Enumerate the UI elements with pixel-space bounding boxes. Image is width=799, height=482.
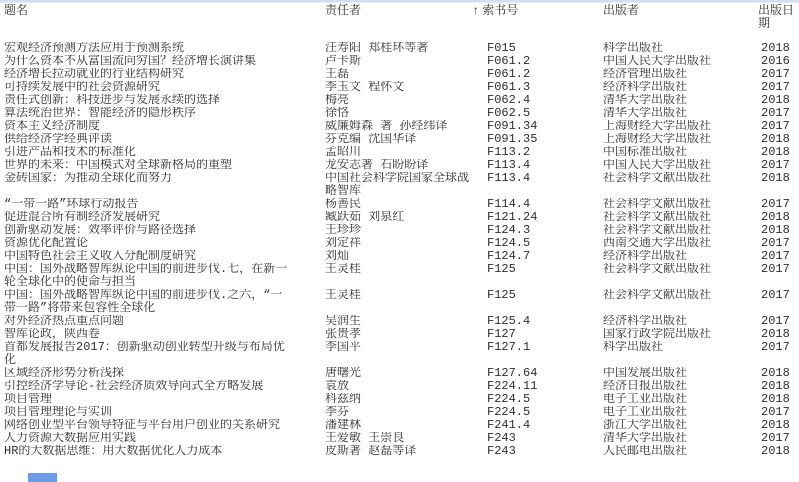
- cell-callno: F124.7: [487, 250, 531, 263]
- cell-author: 孟昭川: [325, 146, 362, 159]
- cell-author: 王爱敏 王崇良: [325, 432, 405, 445]
- cell-publisher: 社会科学文献出版社: [603, 198, 712, 211]
- cell-callno: F062.5: [487, 107, 531, 120]
- cell-author: 李玉文 程怀文: [325, 81, 405, 94]
- cell-callno: F241.4: [487, 419, 531, 432]
- cell-author: 皮斯著 赵磊等译: [325, 445, 417, 458]
- table-row[interactable]: [0, 55, 799, 68]
- cell-title[interactable]: 宏观经济预测方法应用于预测系统: [4, 42, 185, 55]
- cell-title[interactable]: 项目管理: [4, 393, 53, 406]
- cell-publisher: 上海财经大学出版社: [603, 133, 712, 146]
- cell-year: 2017: [761, 406, 790, 419]
- cell-author: 威廉姆森 著 孙经纬译: [325, 120, 448, 133]
- cell-author: 芬克编 沈国华译: [325, 133, 417, 146]
- table-row[interactable]: [0, 263, 799, 289]
- cell-title[interactable]: 智库论政，陕西卷: [4, 328, 101, 341]
- cell-year: 2017: [761, 341, 790, 354]
- cell-author: 李芬: [325, 406, 350, 419]
- column-header-callno[interactable]: [470, 3, 603, 42]
- cell-author: 刘定祥: [325, 237, 362, 250]
- cell-publisher: 经济科学出版社: [603, 81, 688, 94]
- cell-year: 2017: [761, 432, 790, 445]
- cell-callno: F113.2: [487, 146, 531, 159]
- cell-callno: F061.2: [487, 68, 531, 81]
- column-header-publisher[interactable]: 出版者: [603, 4, 640, 18]
- cell-title[interactable]: 首都发展报告2017：创新驱动创业转型升级与布局优化: [4, 341, 285, 367]
- cell-callno: F125: [487, 289, 516, 302]
- cell-year: 2017: [761, 198, 790, 211]
- cell-publisher: 上海财经大学出版社: [603, 120, 712, 133]
- cell-callno: F091.34: [487, 120, 538, 133]
- cell-callno: F124.5: [487, 237, 531, 250]
- cell-title[interactable]: 促进混合所有制经济发展研究: [4, 211, 161, 224]
- table-row[interactable]: [0, 393, 799, 406]
- cell-publisher: 经济科学出版社: [603, 250, 688, 263]
- table-row[interactable]: [0, 198, 799, 211]
- table-row[interactable]: [0, 432, 799, 445]
- cell-year: 2017: [761, 289, 790, 302]
- cell-year: 2018: [761, 380, 790, 393]
- cell-callno: F091.35: [487, 133, 538, 146]
- cell-publisher: 经济科学出版社: [603, 315, 688, 328]
- cell-title[interactable]: 对外经济热点重点问题: [4, 315, 125, 328]
- cell-author: 王珍珍: [325, 224, 362, 237]
- cell-callno: F124.3: [487, 224, 531, 237]
- cell-callno: F127.64: [487, 367, 538, 380]
- table-row[interactable]: [0, 107, 799, 120]
- cell-year: 2017: [761, 250, 790, 263]
- cell-year: 2016: [761, 55, 790, 68]
- cell-callno: F127: [487, 328, 516, 341]
- cell-callno: F114.4: [487, 198, 531, 211]
- cell-author: 潘建林: [325, 419, 362, 432]
- cell-title[interactable]: 区域经济形势分析浅探: [4, 367, 125, 380]
- cell-year: 2018: [761, 328, 790, 341]
- cell-publisher: 科学出版社: [603, 341, 664, 354]
- table-row[interactable]: [0, 406, 799, 419]
- cell-publisher: 清华大学出版社: [603, 432, 688, 445]
- cell-title[interactable]: 资本主义经济制度: [4, 120, 101, 133]
- cell-year: 2017: [761, 107, 790, 120]
- cell-publisher: 社会科学文献出版社: [603, 263, 712, 276]
- cell-callno: F243: [487, 445, 516, 458]
- cell-publisher: 社会科学文献出版社: [603, 289, 712, 302]
- cell-title[interactable]: 世界的未来：中国模式对全球新格局的重塑: [4, 159, 233, 172]
- cell-publisher: 浙江大学出版社: [603, 419, 688, 432]
- table-row[interactable]: [0, 328, 799, 341]
- cell-author: 张贵孝: [325, 328, 362, 341]
- cell-title[interactable]: HR的大数据思维：用大数据优化人力成本: [4, 445, 223, 458]
- column-header-title[interactable]: 题名: [4, 4, 29, 18]
- table-row[interactable]: [0, 42, 799, 55]
- cell-callno: F113.4: [487, 172, 531, 185]
- cell-author: 刘灿: [325, 250, 350, 263]
- cell-year: 2018: [761, 211, 790, 224]
- cell-title[interactable]: 中国：国外战略智库纵论中国的前进步伐.七，在新一轮全球化中的使命与担当: [4, 263, 288, 289]
- table-row[interactable]: [0, 315, 799, 328]
- cell-publisher: 科学出版社: [603, 42, 664, 55]
- cell-author: 唐曙光: [325, 367, 362, 380]
- table-row[interactable]: [0, 419, 799, 432]
- cell-callno: F243: [487, 432, 516, 445]
- bottom-left-blue-fragment: [28, 473, 57, 482]
- cell-author: 臧跃茹 刘泉红: [325, 211, 405, 224]
- table-row[interactable]: [0, 68, 799, 81]
- table-row[interactable]: [0, 172, 799, 198]
- cell-author: 中国社会科学院国家全球战略智库: [325, 172, 470, 198]
- cell-year: 2018: [761, 94, 790, 107]
- cell-author: 科兹纳: [325, 393, 362, 406]
- cell-publisher: 人民邮电出版社: [603, 445, 688, 458]
- table-row[interactable]: [0, 380, 799, 393]
- cell-callno: F062.4: [487, 94, 531, 107]
- cell-callno: F121.24: [487, 211, 538, 224]
- cell-title[interactable]: 引控经济学导论-社会经济质效导向式全方略发展: [4, 380, 264, 393]
- cell-publisher: 西南交通大学出版社: [603, 237, 712, 250]
- cell-author: 卢卡斯: [325, 55, 362, 68]
- cell-author: 杨善民: [325, 198, 362, 211]
- cell-author: 梅亮: [325, 94, 350, 107]
- column-header-callno-label: 索书号: [482, 4, 519, 18]
- table-row[interactable]: [0, 289, 799, 315]
- cell-callno: F224.11: [487, 380, 538, 393]
- table-row[interactable]: [0, 120, 799, 133]
- cell-publisher: 中国发展出版社: [603, 367, 688, 380]
- cell-title[interactable]: 供给经济学经典评读: [4, 133, 113, 146]
- cell-author: 徐恪: [325, 107, 350, 120]
- cell-year: 2018: [761, 224, 790, 237]
- cell-publisher: 清华大学出版社: [603, 107, 688, 120]
- cell-callno: F125: [487, 263, 516, 276]
- table-row[interactable]: [0, 146, 799, 159]
- cell-year: 2017: [761, 237, 790, 250]
- cell-year: 2018: [761, 146, 790, 159]
- column-header-year[interactable]: 出版日期: [758, 4, 795, 31]
- table-header-row: [0, 3, 799, 42]
- cell-title[interactable]: 人力资源大数据应用实践: [4, 432, 137, 445]
- cell-title[interactable]: 可持续发展中的社会资源研究: [4, 81, 161, 94]
- cell-year: 2017: [761, 315, 790, 328]
- cell-author: 汪寿阳 郑桂环等著: [325, 42, 429, 55]
- cell-title[interactable]: 经济增长拉动就业的行业结构研究: [4, 68, 185, 81]
- cell-title[interactable]: 金砖国家：为推动全球化而努力: [4, 172, 173, 185]
- cell-publisher: 经济管理出版社: [603, 68, 688, 81]
- cell-year: 2018: [761, 133, 790, 146]
- cell-title[interactable]: 项目管理理论与实训: [4, 406, 113, 419]
- cell-callno: F224.5: [487, 406, 531, 419]
- table-row[interactable]: [0, 159, 799, 172]
- cell-title[interactable]: 中国：国外战略智库纵论中国的前进步伐.之六，“一带一路”将带来包容性全球化: [4, 289, 283, 315]
- cell-callno: F125.4: [487, 315, 531, 328]
- cell-title[interactable]: 资源优化配置论: [4, 237, 89, 250]
- table-row[interactable]: [0, 367, 799, 380]
- cell-author: 李国平: [325, 341, 362, 354]
- cell-publisher: 社会科学文献出版社: [603, 224, 712, 237]
- cell-year: 2017: [761, 68, 790, 81]
- column-header-author[interactable]: 责任者: [325, 4, 362, 18]
- cell-callno: F224.5: [487, 393, 531, 406]
- cell-year: 2018: [761, 367, 790, 380]
- table-row[interactable]: [0, 94, 799, 107]
- sort-ascending-icon: ↑: [472, 4, 480, 18]
- cell-publisher: 国家行政学院出版社: [603, 328, 712, 341]
- cell-publisher: 中国标准出版社: [603, 146, 688, 159]
- table-row[interactable]: [0, 224, 799, 237]
- cell-year: 2018: [761, 172, 790, 185]
- cell-title[interactable]: 引进产品和技术的标准化: [4, 146, 137, 159]
- cell-title[interactable]: 算法统治世界：智能经济的隐形秩序: [4, 107, 197, 120]
- cell-year: 2017: [761, 120, 790, 133]
- table-row[interactable]: [0, 133, 799, 146]
- cell-publisher: 清华大学出版社: [603, 94, 688, 107]
- cell-year: 2017: [761, 81, 790, 94]
- cell-year: 2017: [761, 159, 790, 172]
- cell-author: 袁放: [325, 380, 350, 393]
- cell-author: 王磊: [325, 68, 350, 81]
- catalog-results-table: [0, 3, 799, 458]
- cell-title[interactable]: 创新驱动发展：效率评价与路径选择: [4, 224, 197, 237]
- cell-title[interactable]: 网络创业型平台领导特征与平台用户创业的关系研究: [4, 419, 281, 432]
- cell-author: 王灵桂: [325, 289, 362, 302]
- cell-callno: F061.3: [487, 81, 531, 94]
- cell-publisher: 社会科学文献出版社: [603, 211, 712, 224]
- table-row[interactable]: [0, 341, 799, 367]
- table-row[interactable]: [0, 250, 799, 263]
- cell-author: 王灵桂: [325, 263, 362, 276]
- cell-publisher: 社会科学文献出版社: [603, 172, 712, 185]
- table-row[interactable]: [0, 81, 799, 94]
- cell-year: 2018: [761, 393, 790, 406]
- cell-publisher: 电子工业出版社: [603, 393, 688, 406]
- cell-publisher: 中国人民大学出版社: [603, 159, 712, 172]
- cell-title[interactable]: 为什么资本不从富国流向穷国？经济增长演讲集: [4, 55, 257, 68]
- cell-title[interactable]: “一带一路”环球行动报告: [4, 198, 139, 211]
- cell-publisher: 中国人民大学出版社: [603, 55, 712, 68]
- cell-publisher: 电子工业出版社: [603, 406, 688, 419]
- cell-title[interactable]: 责任式创新：科技进步与发展永续的选择: [4, 94, 221, 107]
- cell-callno: F127.1: [487, 341, 531, 354]
- cell-year: 2018: [761, 445, 790, 458]
- cell-author: 吴润生: [325, 315, 362, 328]
- cell-callno: F113.4: [487, 159, 531, 172]
- cell-year: 2018: [761, 419, 790, 432]
- cell-year: 2018: [761, 42, 790, 55]
- table-row[interactable]: [0, 237, 799, 250]
- cell-callno: F015: [487, 42, 516, 55]
- cell-title[interactable]: 中国特色社会主义收入分配制度研究: [4, 250, 197, 263]
- table-row[interactable]: [0, 445, 799, 458]
- cell-callno: F061.2: [487, 55, 531, 68]
- cell-year: 2017: [761, 263, 790, 276]
- table-row[interactable]: [0, 211, 799, 224]
- cell-author: 龙安志著 石盼盼译: [325, 159, 429, 172]
- cell-publisher: 经济日报出版社: [603, 380, 688, 393]
